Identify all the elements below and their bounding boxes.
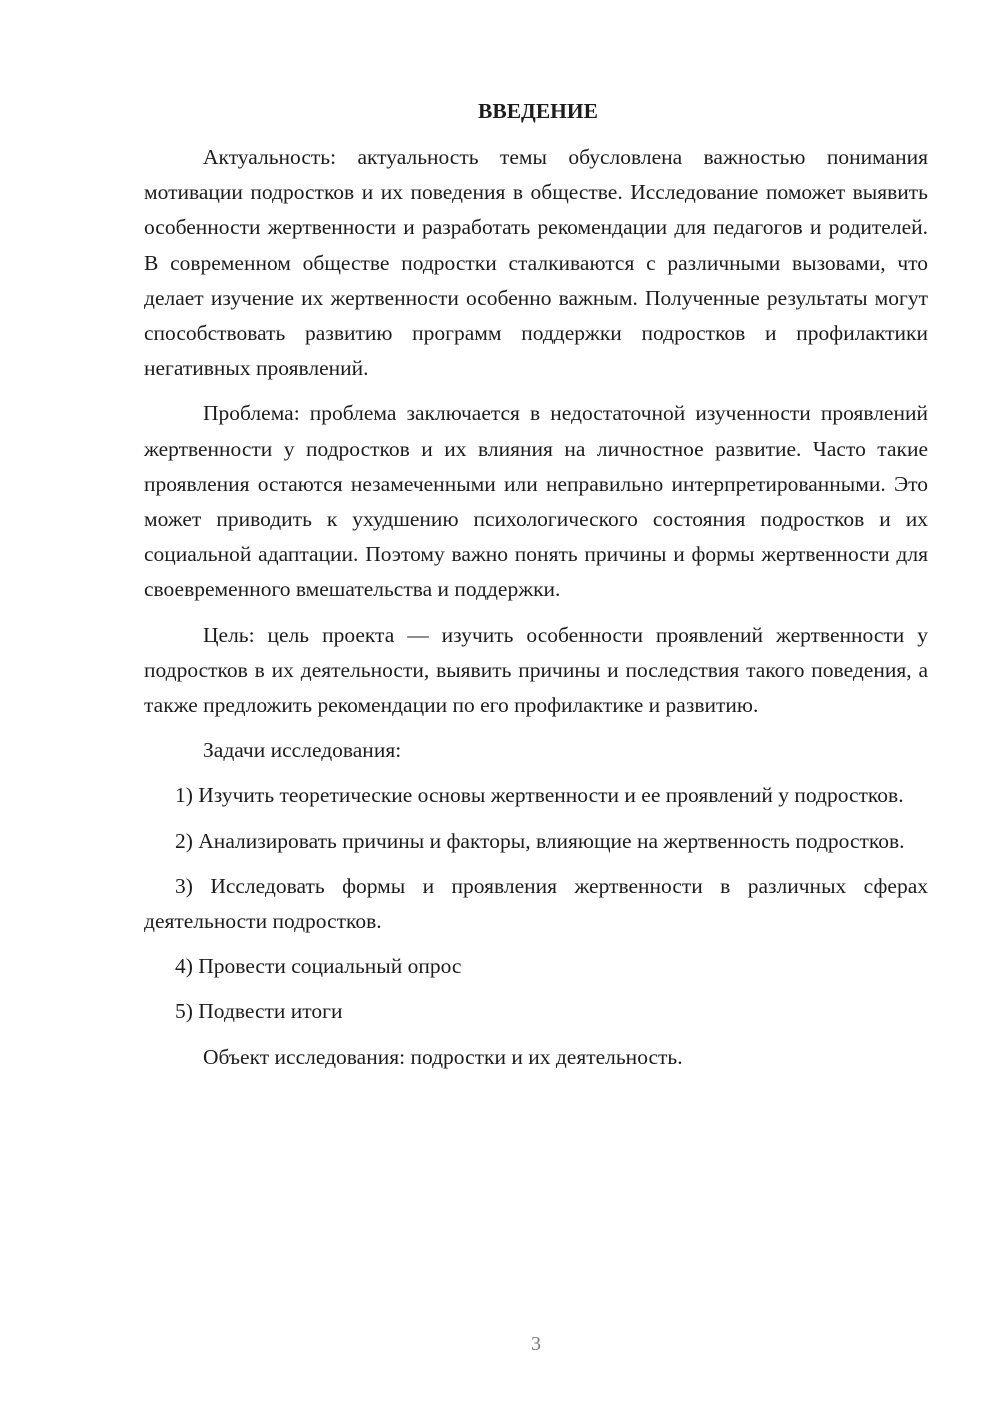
problem-paragraph: Проблема: проблема заключается в недостаточной изученности проявлений жертвенности у подростков и их влияния на личностное развитие. Часто такие проявления остаются незамеченными или неправильно интерпретированными. Это может приводить к ухудшению психологического состояния подростков и их социальной адаптации. Поэтому важно понять причины и формы жертвенности для своевременного вмешательства и поддержки.: [144, 401, 928, 602]
tasks-heading: Задачи исследования:: [203, 738, 402, 763]
task-item-3: 3) Исследовать формы и проявления жертвенности в различных сферах деятельности подростков.: [144, 873, 928, 934]
section-heading: ВВЕДЕНИЕ: [478, 99, 598, 123]
page-number: 3: [531, 1333, 541, 1355]
relevance-paragraph: Актуальность: актуальность темы обусловлена важностью понимания мотивации подростков и их поведения в обществе. Исследование поможет выявить особенности жертвенности и разработать рекомендации для педагогов и родителей. В современном обществе подростки сталкиваются с различными вызовами, что делает изучение их жертвенности особенно важным. Полученные результаты могут способствовать развитию программ поддержки подростков и профилактики негативных проявлений.: [144, 145, 928, 381]
task-item-1: 1) Изучить теоретические основы жертвенности и ее проявлений у подростков.: [175, 783, 904, 808]
page-content: [144, 94, 928, 1075]
task-item-4: 4) Провести социальный опрос: [175, 954, 462, 979]
task-item-5: 5) Подвести итоги: [175, 999, 343, 1024]
goal-paragraph: Цель: цель проекта — изучить особенности проявлений жертвенности у подростков в их деятельности, выявить причины и последствия такого поведения, а также предложить рекомендации по его профилактике и развитию.: [144, 622, 928, 718]
object-paragraph: Объект исследования: подростки и их деятельность.: [203, 1044, 683, 1069]
task-item-2: 2) Анализировать причины и факторы, влияющие на жертвенность подростков.: [175, 828, 905, 853]
